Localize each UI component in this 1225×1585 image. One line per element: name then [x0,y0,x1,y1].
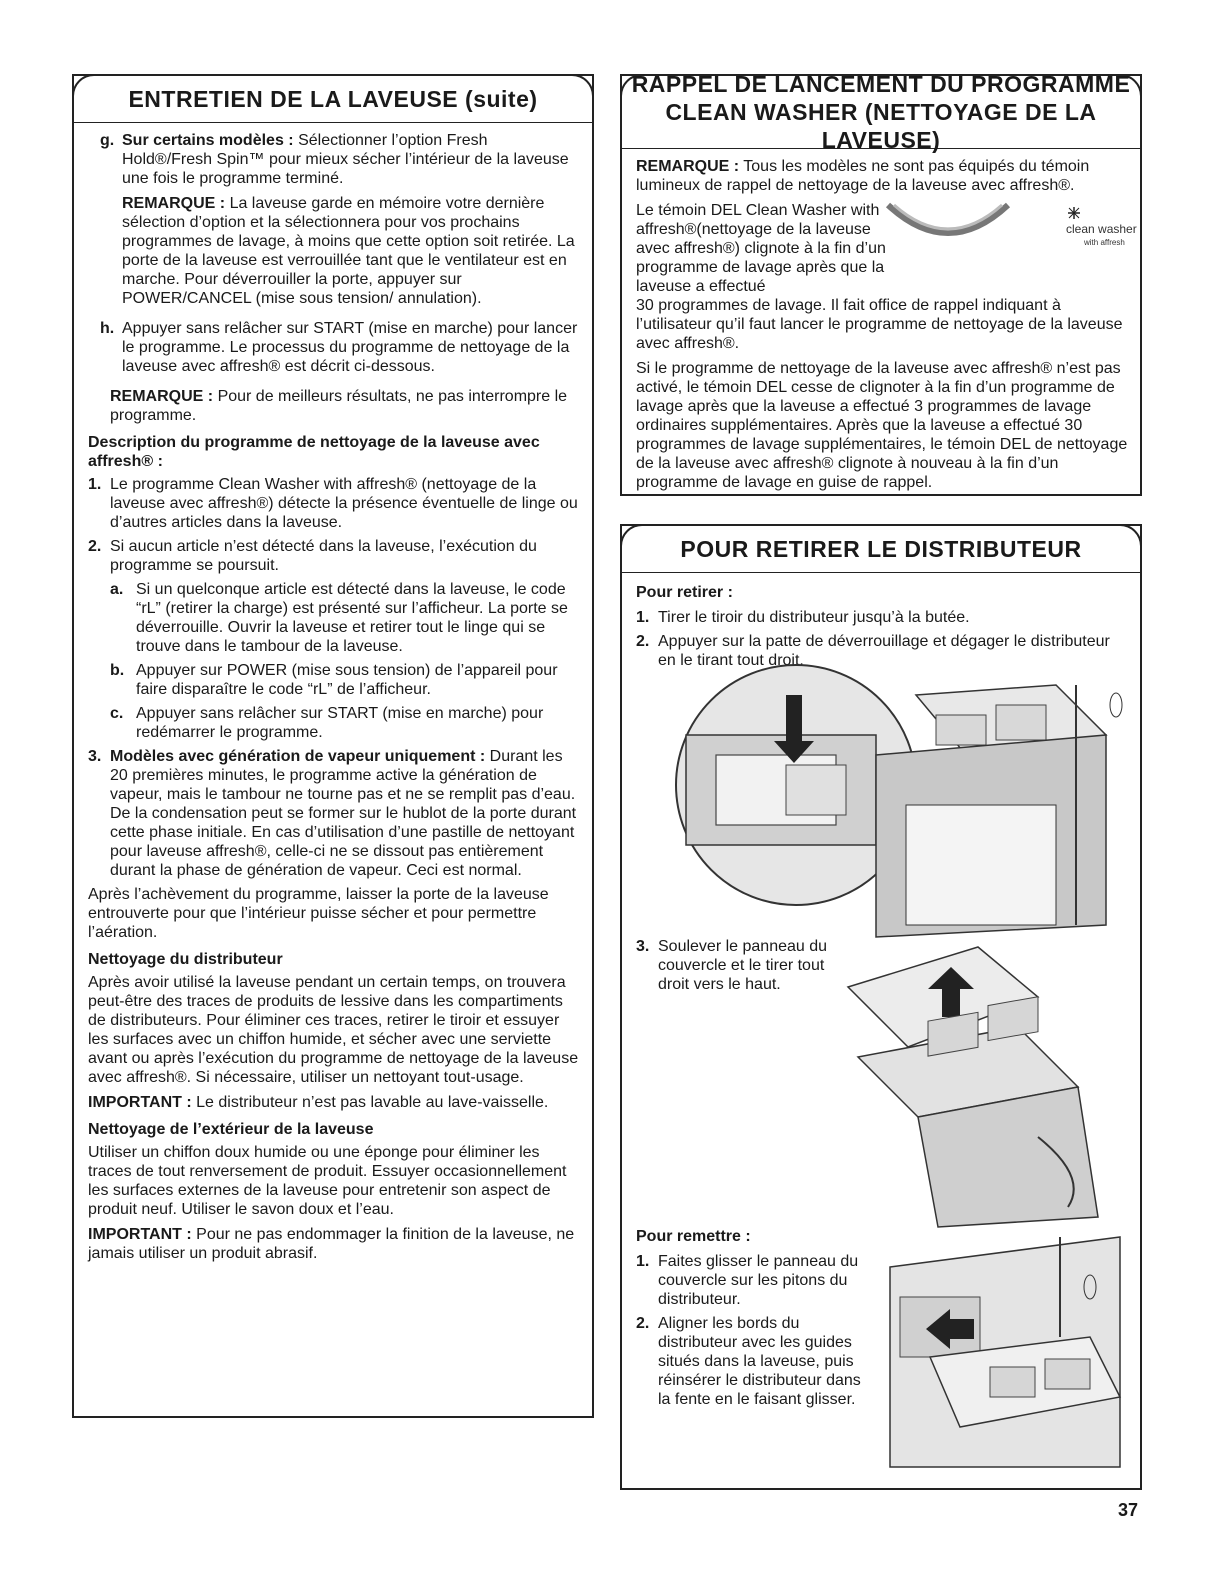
step-h [88,319,580,382]
led-text-rest: 30 programmes de lavage. Il fait office de rappel indiquant à l’utilisateur qu’il faut lancer le programme de nettoyage de la laveuse avec affresh®. [636,297,1123,352]
note-label: REMARQUE : [110,388,214,405]
desc-item-3-lead: Modèles avec génération de vapeur uniquement : [110,748,486,765]
reminder-header [620,71,1142,153]
step-g-marker: g. [100,132,115,149]
reminder-note-label: REMARQUE : [636,158,740,175]
step-g-note-text: La laveuse garde en mémoire votre dernière sélection d’option et la sélectionnera pour vos prochains programmes de lavage, à moins que cette option soit retirée. La porte de la laveuse est verrouillée tant que le ventilateur est en marche. Pour déverrouiller la porte, appuyer sur POWER/CANCEL (mise sous tension/ annulation). [122,195,575,307]
remove-step-1 [636,608,1128,627]
dispenser-section [620,524,1142,1490]
desc-sub-b [88,661,580,699]
desc-item-1-marker: 1. [88,476,102,493]
reminder-title-line2: CLEAN WASHER (NETTOYAGE DE LA LAVEUSE) [665,99,1097,153]
desc-item-2-text: Si aucun article n’est détecté dans la laveuse, l’exécution du programme se poursuit. [110,538,537,574]
reminder-title-line1: RAPPEL DE LANCEMENT DU PROGRAMME [631,71,1131,97]
exterior-text: Utiliser un chiffon doux humide ou une éponge pour éliminer les traces de tout renversement de produit. Essuyer occasionnellement les surfaces externes de la laveuse pour entretenir son aspect de produit neuf. Utiliser le savon doux et l’eau. [88,1144,567,1218]
led-text: Le témoin DEL Clean Washer with affresh®(nettoyage de la laveuse avec affresh®) clignote à la fin d’un programme de lavage après que la laveuse a effectué [636,202,886,295]
desc-sub-a-marker: a. [110,581,124,598]
reinstall-step-2 [636,1314,870,1409]
reinstall-step-1-marker: 1. [636,1253,650,1270]
remove-step-2 [636,632,1128,670]
step-h-text: Appuyer sans relâcher sur START (mise en marche) pour lancer le programme. Le processus du programme de nettoyage de la laveuse avec affresh® est décrit ci-dessous. [122,320,578,375]
led-row [636,201,1137,296]
desc-sub-a-text: Si un quelconque article est détecté dans la laveuse, le code “rL” (retirer la charge) est présenté sur l’afficheur. La porte se déverrouille. Ouvrir la laveuse et retirer tout le linge qui se trouve dans le tambour de la laveuse. [136,581,568,655]
step-g-lead: Sur certains modèles : [122,132,294,149]
after-cycle-text: Après l’achèvement du programme, laisser la porte de la laveuse entrouverte pour que l’intérieur puisse sécher et pour permettre l’aération. [88,886,549,941]
important-1-text: Le distributeur n’est pas lavable au lave-vaisselle. [196,1094,549,1111]
clean-washer-led-illustration [888,201,1137,287]
important-2-label: IMPORTANT : [88,1226,192,1243]
reminder-body [622,149,1140,492]
left-column [72,74,594,1418]
reminder-section [620,71,1142,496]
reminder-note-text: Tous les modèles ne sont pas équipés du témoin lumineux de rappel de nettoyage de la laveuse avec affresh®. [636,158,1090,194]
dispenser-header [620,524,1142,573]
desc-item-3-marker: 3. [88,748,102,765]
pull-drawer-illustration [636,675,1132,937]
desc-item-3-text: Durant les 20 premières minutes, le programme active la génération de vapeur, mais le tambour ne tourne pas et ne se remplit pas d’eau. De la condensation peut se former sur le hublot de la porte durant cette phase initiale. En cas d’utilisation d’une pastille de nettoyant pour laveuse affresh®, celle-ci ne se dissout pas entièrement durant la phase de génération de vapeur. Ceci est normal. [110,748,577,879]
remove-step-3-text: Soulever le panneau du couvercle et le tirer tout droit vers le haut. [658,938,828,993]
desc-sub-a [88,580,580,656]
reinstall-step-1 [636,1252,870,1309]
remove-step-3 [636,937,838,1222]
step-g-text: Sélectionner l’option Fresh Hold®/Fresh Spin™ pour mieux sécher l’intérieur de la laveuse une fois le programme terminé. [122,132,569,187]
remove-step-2-marker: 2. [636,633,650,650]
maintenance-title: ENTRETIEN DE LA LAVEUSE (suite) [128,86,538,112]
desc-item-2 [88,537,580,575]
step-h-marker: h. [100,320,115,337]
remove-step-1-text: Tirer le tiroir du distributeur jusqu’à la butée. [658,609,970,626]
step-g-note-label: REMARQUE : [122,195,226,212]
desc-item-3 [88,747,580,880]
page-number: 37 [1118,1500,1139,1520]
maintenance-header [72,74,594,123]
important-2-text: Pour ne pas endommager la finition de la laveuse, ne jamais utiliser un produit abrasif. [88,1226,575,1262]
desc-item-2-marker: 2. [88,538,102,555]
dispenser-heading: Nettoyage du distributeur [88,951,283,968]
maintenance-section [72,74,594,1418]
desc-sub-b-marker: b. [110,662,125,679]
led-label-2: with affresh [1084,238,1125,247]
desc-sub-c-text: Appuyer sans relâcher sur START (mise en marche) pour redémarrer le programme. [136,705,544,741]
desc-sub-b-text: Appuyer sur POWER (mise sous tension) de l’appareil pour faire disparaître le code “rL” de l’afficheur. [136,662,558,698]
desc-item-1-text: Le programme Clean Washer with affresh® (nettoyage de la laveuse avec affresh®) détecte la présence éventuelle de linge ou d’autres articles dans la laveuse. [110,476,578,531]
reinstall-text [636,1227,870,1467]
reinstall-step-2-marker: 2. [636,1315,650,1332]
exterior-heading: Nettoyage de l’extérieur de la laveuse [88,1121,374,1138]
maintenance-body [74,123,592,1263]
remove-step-3-marker: 3. [636,938,650,955]
dispenser-body [622,573,1140,1467]
reinstall-step-2-text: Aligner les bords du distributeur avec les guides situés dans la laveuse, puis réinsérer le distributeur dans la fente en le faisant glisser. [658,1315,861,1408]
reminder-paragraph-2: Si le programme de nettoyage de la laveuse avec affresh® n’est pas activé, le témoin DEL cesse de clignoter à la fin d’un programme de lavage après que la laveuse a effectué 3 programmes de lavage ordinaires supplémentaires. Après que la laveuse a effectué 30 programmes de lavage supplémentaires, le témoin DEL de nettoyage de la laveuse avec affresh® clignote à nouveau à la fin d’un programme de lavage en guise de rappel. [636,360,1128,491]
note-text: Pour de meilleurs résultats, ne pas interrompre le programme. [110,388,568,424]
led-sparkle-icon [1068,207,1080,219]
step-3-row [636,937,1128,1227]
reminder-title [622,70,1140,154]
reinsert-drawer-illustration [870,1227,1128,1467]
remove-step-2-text: Appuyer sur la patte de déverrouillage et dégager le distributeur en le tirant tout droit. [658,633,1110,669]
desc-sub-c-marker: c. [110,705,124,722]
dispenser-text: Après avoir utilisé la laveuse pendant un certain temps, on trouvera peut-être des traces de produits de lessive dans les compartiments de distributeurs. Pour éliminer ces traces, retirer le tiroir et essuyer les surfaces avec un chiffon humide, et sécher avec une serviette avant ou après l’exécution du programme de nettoyage de la laveuse avec affresh®. Si nécessaire, utiliser un nettoyant tout-usage. [88,974,579,1086]
desc-item-1 [88,475,580,532]
reinstall-row [636,1227,1128,1467]
step-g [88,131,580,314]
important-1-label: IMPORTANT : [88,1094,192,1111]
lift-cover-illustration [838,937,1128,1227]
remove-step-1-marker: 1. [636,609,650,626]
dispenser-title: POUR RETIRER LE DISTRIBUTEUR [680,536,1082,562]
description-heading: Description du programme de nettoyage de la laveuse avec affresh® : [88,434,540,470]
led-label-1: clean washer [1066,222,1137,236]
reinstall-heading: Pour remettre : [636,1228,751,1245]
remove-heading: Pour retirer : [636,584,733,601]
reinstall-step-1-text: Faites glisser le panneau du couvercle sur les pitons du distributeur. [658,1253,859,1308]
right-column [620,71,1142,1490]
desc-sub-c [88,704,580,742]
